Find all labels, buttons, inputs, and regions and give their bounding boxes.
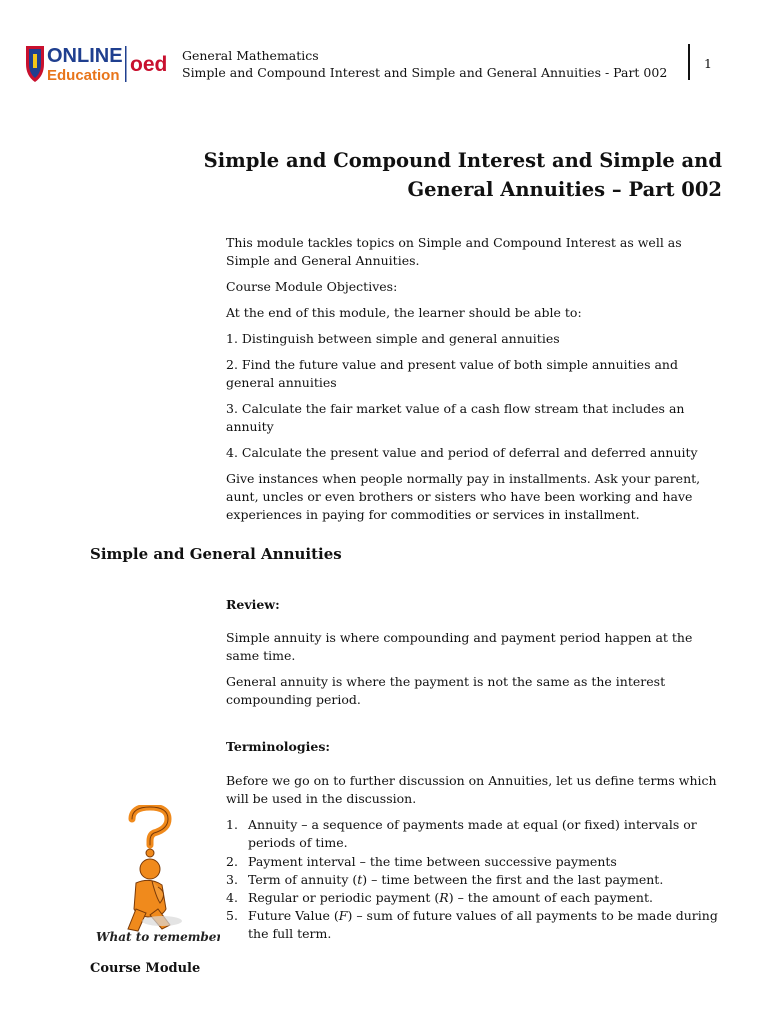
intro-paragraph: This module tackles topics on Simple and Compound Interest as well as Simple and General Annuities. (226, 235, 682, 268)
term-number: 2. (226, 854, 238, 869)
page-title-line-2: General Annuities – Part 002 (407, 178, 722, 201)
term-text: Term of annuity (t) – time between the first and the last payment. (248, 872, 664, 887)
term-number: 1. (226, 817, 238, 832)
page-title-line-1: Simple and Compound Interest and Simple and (203, 149, 722, 172)
term-text: Payment interval – the time between successive payments (248, 854, 617, 869)
review-label: Review: (226, 597, 280, 612)
section-heading: Simple and General Annuities (90, 545, 342, 563)
svg-text:ONLINE: ONLINE (47, 45, 123, 67)
objective-item: 2. Find the future value and present value of both simple annuities and general annuities (226, 357, 678, 390)
term-number: 3. (226, 872, 238, 887)
activity-paragraph: Give instances when people normally pay in installments. Ask your parent, aunt, uncles or even brothers or sisters who have been working and have experiences in paying for commodities or services in installment. (226, 471, 701, 522)
terminologies-label: Terminologies: (226, 739, 330, 754)
term-text: Annuity – a sequence of payments made at equal (or fixed) intervals or periods of time. (248, 817, 697, 850)
header-divider (688, 44, 690, 80)
review-simple-annuity: Simple annuity is where compounding and payment period happen at the same time. (226, 630, 693, 663)
svg-text:What to remember?: What to remember? (96, 930, 220, 944)
term-number: 5. (226, 908, 238, 923)
page-number: 1 (704, 56, 712, 71)
review-general-annuity: General annuity is where the payment is not the same as the interest compounding period. (226, 674, 666, 707)
objective-item: 1. Distinguish between simple and general annuities (226, 331, 560, 346)
objective-item: 3. Calculate the fair market value of a cash flow stream that includes an annuity (226, 401, 685, 434)
page-title (180, 146, 722, 204)
header-document-title: Simple and Compound Interest and Simple and General Annuities - Part 002 (182, 65, 668, 80)
footer-course-module: Course Module (90, 961, 201, 976)
objective-item: 4. Calculate the present value and period of deferral and deferred annuity (226, 445, 698, 460)
svg-text:Education: Education (47, 67, 120, 84)
term-text: Future Value (F) – sum of future values of all payments to be made during the full term. (248, 908, 718, 941)
svg-text:oed: oed (130, 53, 168, 76)
objectives-lead: At the end of this module, the learner should be able to: (226, 305, 582, 320)
term-number: 4. (226, 890, 238, 905)
what-to-remember-illustration (92, 805, 220, 945)
online-education-logo (22, 40, 174, 88)
objectives-heading: Course Module Objectives: (226, 279, 398, 294)
terminologies-intro: Before we go on to further discussion on Annuities, let us define terms which will be used in the discussion. (226, 773, 717, 806)
term-text: Regular or periodic payment (R) – the amount of each payment. (248, 890, 653, 905)
header-course-name: General Mathematics (182, 48, 319, 63)
